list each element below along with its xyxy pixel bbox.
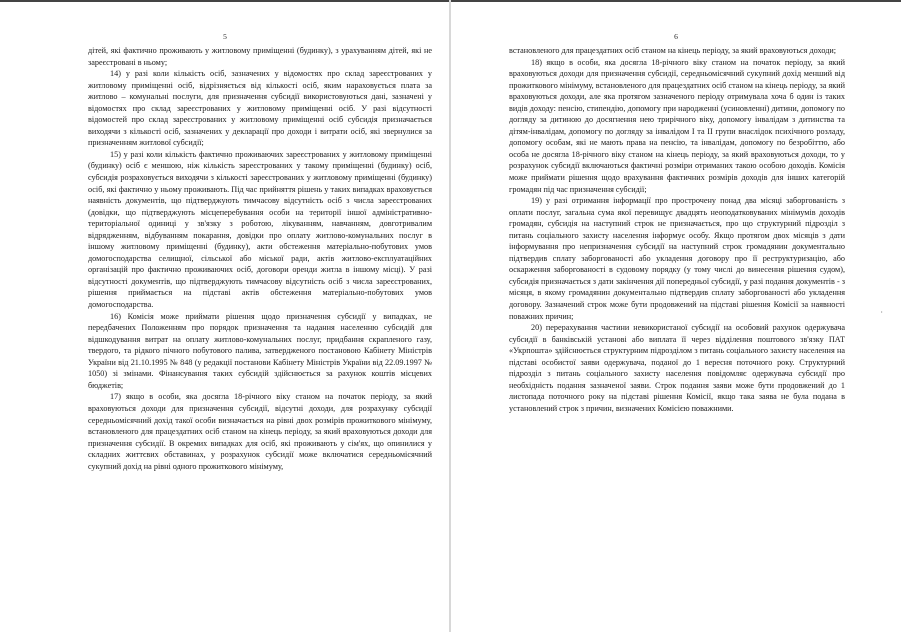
paragraph: 16) Комісія може приймати рішення щодо призначення субсидії у випадках, не передбачених Положенням про порядок призначення та надання населенню субсидій для відшкодування витрат на оплату житлово-комунальних послуг, придбання скрапленого газу, твердого, та рідкого пічного побутового палива, затвердженого постановою Кабінету Міністрів України від 21.10.1995 № 848 (у редакції постанови Кабінету Міністрів України від 22.09.1997 № 1050) зі змінами. Фінансування таких субсидій здійснюється за рахунок коштів місцевих бюджетів; xyxy=(88,311,432,390)
paragraph: 19) у разі отримання інформації про прострочену понад два місяці заборгованість з оплати послуг, загальна сума якої перевищує двадцять неоподатковуваних мінімумів доходів громадян, субсидія на наступний строк не призначається, про що структурний підрозділ з питань соціального захисту населення інформує особу. Якщо протягом двох місяців з дати інформування про непризначення субсидії на наступний строк громадянин документально підтвердив сплату заборгованості або укладення договору про її реструктуризацію, або оскарження заборгованості в судовому порядку (у тому числі до винесення рішення судом), субсидія призначається з дати закінчення дії попередньої субсидії, у разі подання документів - з місяця, в якому громадянин документально підтвердив сплату заборгованості або укладення договору. Зазначений строк може бути продовжений на підставі рішення Комісії за наявності поважних причин; xyxy=(509,196,845,321)
paragraph: дітей, які фактично проживають у житловому приміщенні (будинку), з урахуванням дітей, які не зареєстровані в ньому; xyxy=(88,46,432,67)
right-text-column xyxy=(509,45,845,415)
paragraph: 14) у разі коли кількість осіб, зазначених у відомостях про склад зареєстрованих у житловому приміщенні осіб, відрізняється від кількості осіб, яким нараховується плата за житлово – комунальні послуги, для призначення субсидії використовуються дані, зазначені у відомостях про склад зареєстрованих у житловому приміщенні осіб. У разі відсутності відомостей про склад зареєстрованих у житловому приміщенні осіб субсидія призначається виходячи з кількості осіб, зазначених у декларації про доходи і витрати осіб, які звернулися за призначенням житлової субсидії; xyxy=(88,69,432,148)
left-page xyxy=(0,0,450,632)
top-edge-line xyxy=(451,0,901,2)
margin-mark: · xyxy=(880,308,883,317)
paragraph: 18) якщо в особи, яка досягла 18-річного віку станом на початок періоду, за який враховуються доходи для призначення субсидії, середньомісячний сукупний дохід менший від прожиткового мінімуму, встановленого для працездатних осіб станом на кінець періоду, за який враховуються доходи, але яка протягом зазначеного періоду отримувала хоча б один із таких видів доходу: пенсію, стипендію, допомогу при народженні (усиновленні) дитини, допомогу по догляду за дитиною до досягнення нею трирічного віку, допомогу інвалідам з дитинства та дітям-інвалідам, допомогу по догляду за інвалідом I та II групи внаслідок психічного розладу, допомогу особам, які не мають права на пенсію, та інвалідам, допомогу по безробіттю, або особа не досягла 18-річного віку станом на кінець періоду, за який враховуються доходи, то у розрахунок субсидії включаються фактичні розміри отриманих такою особою доходів. Комісія може приймати рішення щодо врахування фактичних розмірів доходів для інших категорій громадян під час призначення субсидії; xyxy=(509,57,845,194)
top-edge-line xyxy=(0,0,450,2)
paragraph: встановленого для працездатних осіб станом на кінець періоду, за який враховуються доходи; xyxy=(509,46,837,55)
paragraph: 20) перерахування частини невикористаної субсидії на особовий рахунок одержувача субсидії в банківській установі або виплата її через відділення поштового зв'язку ПАТ «Укрпошта» здійснюється структурним підрозділом з питань соціального захисту населення на підставі особистої заяви одержувача, поданої до 1 вересня поточного року. Структурний підрозділ з питань соціального захисту населення повідомляє одержувача субсидії про необхідність подання зазначеної заяви. Строк подання заяви може бути продовжений до 1 листопада поточного року на підставі рішення Комісії, якщо така заява не була подана в установлений строк з причин, визначених Комісією поважними. xyxy=(509,323,845,413)
right-page xyxy=(451,0,901,632)
page-number-left: 5 xyxy=(223,32,227,41)
page-number-right: 6 xyxy=(674,32,678,41)
paragraph: 17) якщо в особи, яка досягла 18-річного віку станом на початок періоду, за який враховуються доходи для призначення субсидії, відсутні доходи, для розрахунку субсидії середньомісячний дохід такої особи визначається на рівні двох розмірів прожиткового мінімуму, встановленого для працездатних осіб станом на кінець періоду, за який враховуються доходи для призначення субсидії. В окремих випадках для осіб, які проживають у сім'ях, що опинилися у складних життєвих обставинах, у розрахунок субсидії може включатися середньомісячний сукупний дохід на рівні одного прожиткового мінімуму, xyxy=(88,392,432,471)
paragraph: 15) у разі коли кількість фактично проживаючих зареєстрованих у житловому приміщенні (будинку) осіб є меншою, ніж кількість зареєстрованих у такому приміщенні (будинку) осіб, субсидія розраховується виходячи з кількості зареєстрованих у житловому приміщенні (будинку) осіб, які фактично у ньому проживають. Під час прийняття рішень у таких випадках враховується наявність документів, що підтверджують тимчасову відсутність осіб з числа зареєстрованих (довідки, що підтверджують місцеперебування особи на території іншої адміністративно-територіальної одиниці у зв'язку з роботою, лікуванням, навчанням, довготривалим відрядженням, відбуванням покарання, довідки про оплату житлово-комунальних послуг в іншому житловому приміщенні (будинку), акти обстеження матеріально-побутових умов домогосподарства селищної, сільської або міської ради, актів житлово-експлуатаційних організацій про фактично проживаючих осіб, договори оренди житла в іншому місці). У разі відсутності документів, що підтверджують тимчасову відсутність осіб з числа зареєстрованих, рішення приймається на підставі актів обстеження матеріально-побутових умов домогосподарства. xyxy=(88,149,432,310)
left-text-column xyxy=(88,45,432,472)
